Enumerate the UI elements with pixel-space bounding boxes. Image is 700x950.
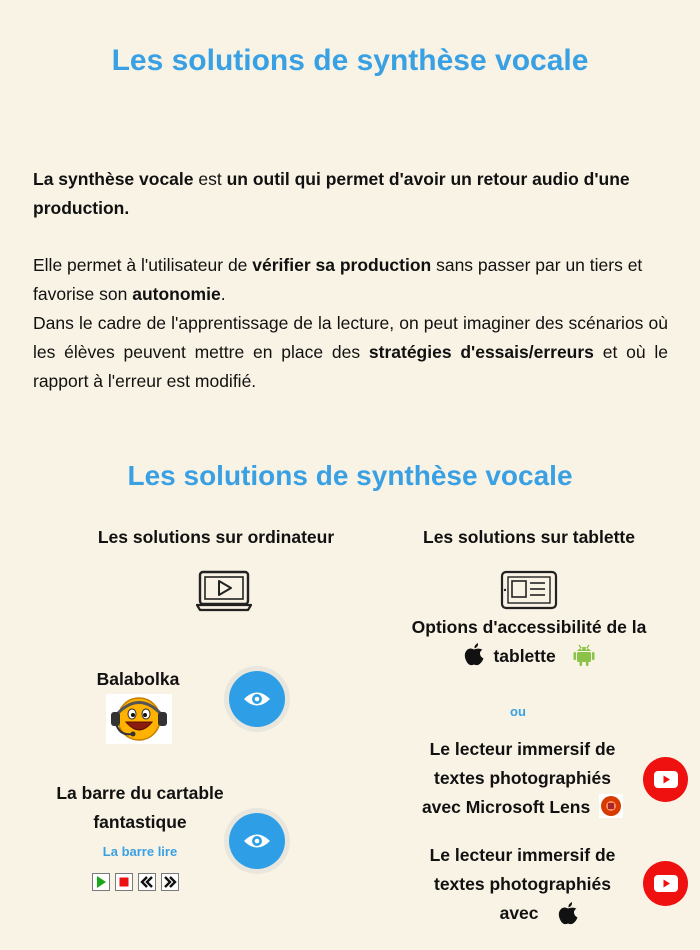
- fast-forward-icon: [161, 873, 179, 891]
- tablet-solutions-heading: Les solutions sur tablette: [423, 527, 635, 547]
- cartable-fantastique-label: [40, 779, 240, 837]
- eye-icon: [243, 690, 271, 708]
- label-line: fantastique: [93, 812, 187, 832]
- intro-sentence-strategies: [33, 309, 668, 396]
- play-icon: [92, 873, 110, 891]
- page-title: Les solutions de synthèse vocale: [111, 44, 589, 77]
- label-line-icon: [400, 793, 645, 822]
- intro-paragraph-2: [33, 251, 668, 396]
- apple-icon: [463, 642, 485, 666]
- lens-video-button[interactable]: [643, 757, 688, 802]
- label-line: Options d'accessibilité de la: [411, 617, 647, 637]
- balabolka-label: Balabolka: [96, 669, 180, 689]
- eye-button-inner: [229, 813, 285, 869]
- text-segment: sans passer par un tiers et favorise son: [33, 255, 643, 304]
- text-segment: Dans le cadre de l'apprentissage de la lecture, on peut imaginer des scénarios où les élèves peuvent mettre en place des: [33, 313, 668, 362]
- youtube-icon: [654, 771, 678, 788]
- intro-bold-definition: un outil qui permet d'avoir un retour audio d'une production.: [33, 169, 630, 218]
- android-icon: [573, 642, 595, 666]
- microsoft-lens-icon: [599, 794, 623, 818]
- immersive-reader-apple-label: [400, 841, 645, 928]
- or-separator: ou: [510, 704, 526, 719]
- label-line: Le lecteur immersif de: [429, 739, 616, 759]
- tablet-word: tablette: [493, 646, 556, 666]
- barre-lire-controls: [92, 873, 184, 893]
- bold-segment: stratégies d'essais/erreurs: [368, 342, 594, 362]
- apple-icon: [557, 901, 579, 925]
- section-title: Les solutions de synthèse vocale: [127, 460, 573, 491]
- rewind-icon: [138, 873, 156, 891]
- eye-icon: [243, 832, 271, 850]
- cartable-view-button[interactable]: [224, 808, 290, 874]
- label-line: textes photographiés: [434, 768, 611, 788]
- text-segment: .: [220, 284, 226, 304]
- immersive-reader-lens-label: [400, 735, 645, 822]
- label-line-icon: [400, 899, 645, 928]
- youtube-icon: [654, 875, 678, 892]
- intro-text: est: [193, 169, 227, 189]
- stop-icon: [115, 873, 133, 891]
- apple-video-button[interactable]: [643, 861, 688, 906]
- intro-bold-term: La synthèse vocale: [33, 169, 194, 189]
- text-segment: Elle permet à l'utilisateur de: [33, 255, 253, 275]
- label-text: avec: [499, 903, 539, 923]
- computer-play-icon: [196, 570, 252, 612]
- bold-segment: autonomie: [132, 284, 221, 304]
- label-line-icons: [379, 642, 679, 671]
- label-line: La barre du cartable: [56, 783, 224, 803]
- computer-solutions-heading: Les solutions sur ordinateur: [97, 527, 335, 547]
- tablet-options-label: [379, 613, 679, 671]
- label-line: textes photographiés: [434, 874, 611, 894]
- label-line: Le lecteur immersif de: [429, 845, 616, 865]
- eye-button-inner: [229, 671, 285, 727]
- intro-paragraph-1: [33, 165, 668, 223]
- text-segment: et où le rapport à l'erreur est modifié.: [33, 342, 668, 391]
- balabolka-smiley-logo: [106, 694, 172, 744]
- bold-segment: vérifier sa production: [252, 255, 432, 275]
- balabolka-view-button[interactable]: [224, 666, 290, 732]
- label-text: avec Microsoft Lens: [421, 797, 591, 817]
- barre-lire-link[interactable]: La barre lire: [102, 844, 178, 859]
- intro-sentence-autonomy: [33, 251, 668, 309]
- tablet-icon: [500, 570, 558, 610]
